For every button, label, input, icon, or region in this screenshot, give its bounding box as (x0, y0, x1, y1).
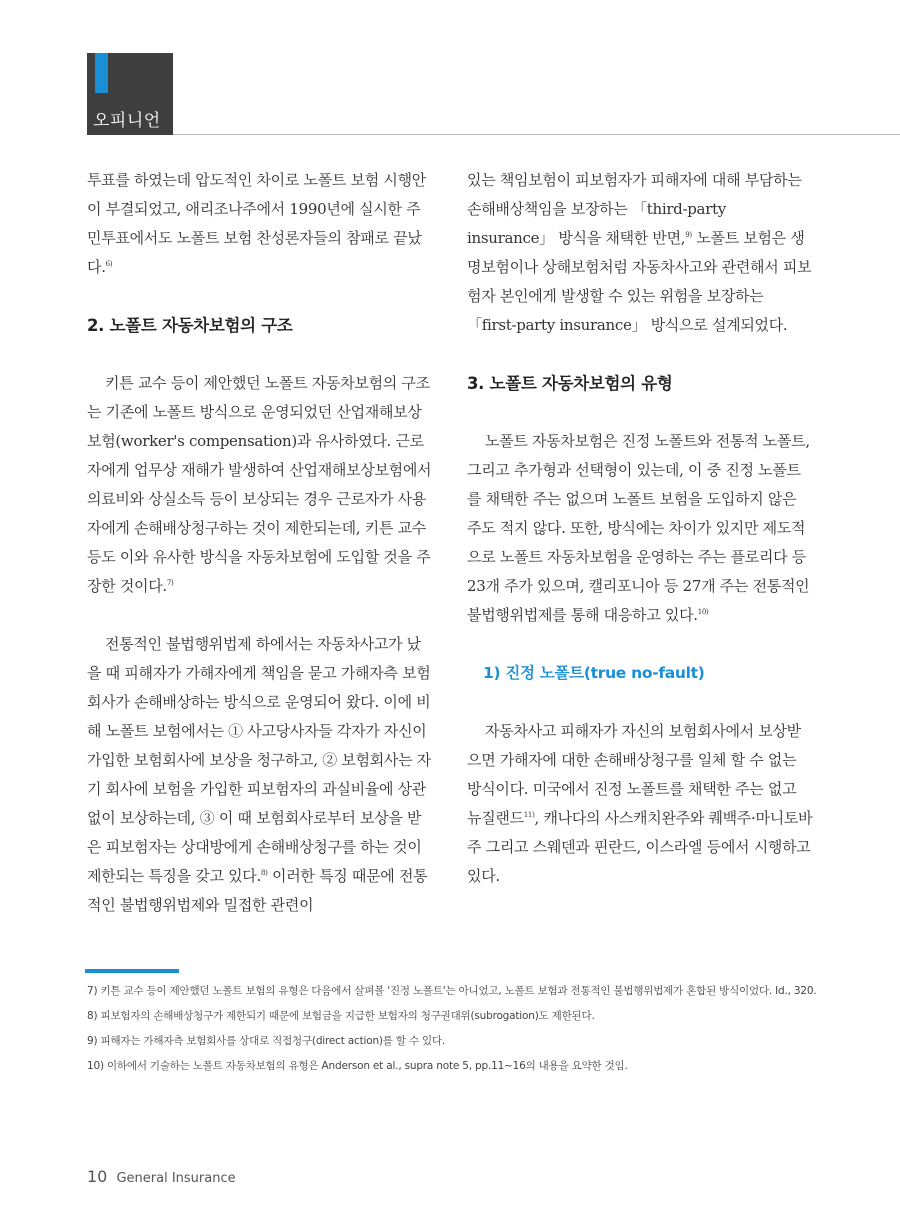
paragraph-text: 노폴트 자동차보험은 진정 노폴트와 전통적 노폴트, 그리고 추가형과 선택형이 있는데, 이 중 진정 노폴트를 채택한 주는 없으며 노폴트 보험을 도입하지 않은 주도 적지 않다. 또한, 방식에는 차이가 있지만 제도적으로 노폴트 자동차보험을 운영하는 주는 플로리다 등 23개 주가 있으며, 캘리포니아 등 27개 주는 전통적인 불법행위법제를 통해 대응하고 있다. (467, 432, 810, 624)
paragraph-text: 있는 책임보험이 피보험자가 피해자에 대해 부담하는 손해배상책임을 보장하는 「third-party insurance」 방식을 채택한 반면, (467, 171, 802, 247)
paragraph-text: 투표를 하였는데 압도적인 차이로 노폴트 보험 시행안이 부결되었고, 애리조나주에서 1990년에 실시한 주민투표에서도 노폴트 보험 찬성론자들의 참패로 끝났다. (87, 171, 426, 276)
section-heading: 2. 노폴트 자동차보험의 구조 (87, 316, 293, 335)
footnote-ref: 10) (697, 608, 709, 616)
paragraph (467, 166, 813, 340)
page-number: 10 (87, 1167, 108, 1186)
footnote: 8) 피보험자의 손해배상청구가 제한되기 때문에 보험금을 지급한 보험자의 청구권대위(subrogation)도 제한된다. (87, 1010, 595, 1022)
footnotes (87, 983, 822, 1083)
header-divider (173, 134, 900, 135)
paragraph-text: 전통적인 불법행위법제 하에서는 자동차사고가 났을 때 피해자가 가해자에게 책임을 묻고 가해자측 보험회사가 손해배상하는 방식으로 운영되어 왔다. 이에 비해 노폴트 보험에서는 ① 사고당사자들 각자가 자신이 가입한 보험회사에 보상을 청구하고, ② 보험회사는 자기 회사에 보험을 가입한 피보험자의 과실비율에 상관없이 보상하는데, ③ 이 때 보험회사로부터 보상을 받은 피보험자는 상대방에게 손해배상청구를 하는 것이 제한되는 특징을 갖고 있다. (87, 635, 431, 885)
subsection-heading: 1) 진정 노폴트(true no-fault) (483, 664, 705, 682)
paragraph (87, 369, 433, 601)
paragraph-text: 자동차사고 피해자가 자신의 보험회사에서 보상받으면 가해자에 대한 손해배상청구를 일체 할 수 없는 방식이다. 미국에서 진정 노폴트를 채택한 주는 없고 뉴질랜드 (467, 722, 801, 827)
footnote: 10) 이하에서 기술하는 노폴트 자동차보험의 유형은 Anderson et al., supra note 5, pp.11~16의 내용을 요약한 것임. (87, 1060, 628, 1072)
footnote-ref: 8) (260, 869, 268, 877)
paragraph (467, 717, 813, 891)
paragraph-text: 이러한 특징 때문에 전통적인 불법행위법제와 밀접한 관련이 (87, 867, 428, 914)
paragraph (87, 630, 433, 920)
footnote: 9) 피해자는 가해자측 보험회사를 상대로 직접청구(direct action)를 할 수 있다. (87, 1035, 446, 1047)
section-heading: 3. 노폴트 자동차보험의 유형 (467, 374, 673, 393)
page-footer (87, 1167, 236, 1186)
paragraph-text: 키튼 교수 등이 제안했던 노폴트 자동차보험의 구조는 기존에 노폴트 방식으로 운영되었던 산업재해보상보험(worker's compensation)과 유사하였다. 근로자에게 업무상 재해가 발생하여 산업재해보상보험에서 의료비와 상실소득 등이 보상되는 경우 근로자가 사용자에게 손해배상청구하는 것이 제한되는데, 키튼 교수 등도 이와 유사한 방식을 자동차보험에 도입할 것을 주장한 것이다. (87, 374, 432, 595)
paragraph-text: , 캐나다의 사스캐치완주와 퀘백주·마니토바주 그리고 스웨덴과 핀란드, 이스라엘 등에서 시행하고 있다. (467, 809, 813, 885)
footnote-ref: 7) (166, 579, 174, 587)
footnote-ref: 6) (105, 260, 113, 268)
paragraph-text: 노폴트 보험은 생명보험이나 상해보험처럼 자동차사고와 관련해서 피보험자 본인에게 발생할 수 있는 위험을 보장하는 「first-party insurance」 방식으로 설계되었다. (467, 229, 812, 334)
footnote: 7) 키튼 교수 등이 제안했던 노폴트 보험의 유형은 다음에서 살펴볼 '진정 노폴트'는 아니었고, 노폴트 보험과 전통적인 불법행위법제가 혼합된 방식이었다. Id., 320. (87, 985, 817, 997)
footnote-divider (85, 969, 179, 973)
paragraph (87, 166, 433, 282)
section-tag-accent (95, 53, 108, 93)
section-label: 오피니언 (93, 111, 161, 131)
left-column (87, 166, 433, 920)
magazine-title: General Insurance (116, 1171, 236, 1186)
paragraph (467, 427, 813, 630)
footnote-ref: 11) (523, 811, 535, 819)
right-column (467, 166, 813, 891)
footnote-ref: 9) (685, 231, 692, 239)
